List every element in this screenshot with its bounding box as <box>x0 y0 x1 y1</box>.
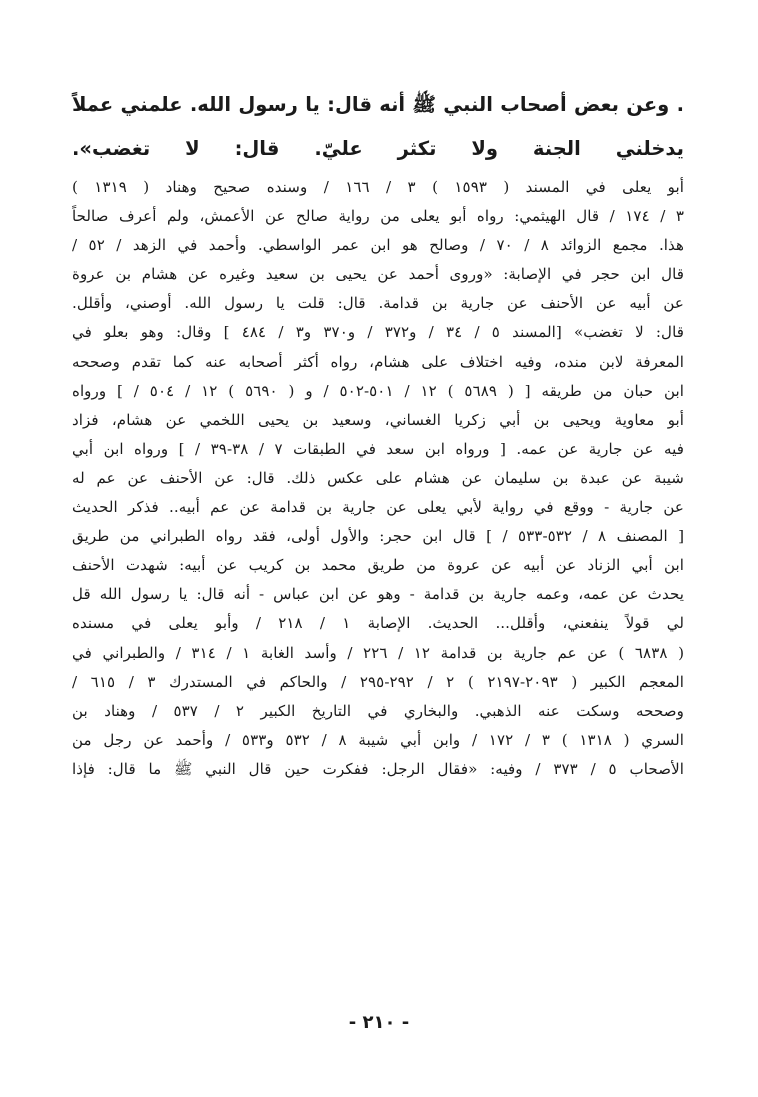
commentary-line: يحدث عن عمه، وعمه جارية بن قدامة - وهو عن ابن عباس - أنه قال: يا رسول الله قل <box>72 585 684 604</box>
commentary-text <box>72 173 684 784</box>
page-content <box>72 83 684 784</box>
commentary-line: فيه عن جارية عن عمه. [ ورواه ابن سعد في الطبقات ٧ / ٣٨-٣٩ / ] ورواه ابن أبي <box>72 439 684 458</box>
commentary-line: المعرفة لابن منده، وفيه اختلاف على هشام، رواه أكثر أصحابه عنه كما تقدم وصححه <box>72 352 684 371</box>
commentary-line: [ المصنف ٨ / ٥٣٢-٥٣٣ / ] قال ابن حجر: والأول أولى، فقد رواه الطبراني من طريق <box>72 527 684 546</box>
commentary-line: ابن حبان من طريقه [ ( ٥٦٨٩ ) ١٢ / ٥٠١-٥٠٢ / و ( ٥٦٩٠ ) ١٢ / ٥٠٤ / ] ورواه <box>72 381 684 400</box>
commentary-line: السري ( ١٣١٨ ) ٣ / ١٧٢ / وابن أبي شيبة ٨ / ٥٣٢ و٥٣٣ / وأحمد عن رجل من <box>72 730 684 749</box>
commentary-line: وصححه وسكت عنه الذهبي. والبخاري في التاريخ الكبير ٢ / ٥٣٧ / وهناد بن <box>72 701 684 720</box>
commentary-line: المعجم الكبير ( ٢٠٩٣-٢١٩٧ ) ٢ / ٢٩٢-٢٩٥ / والحاكم في المستدرك ٣ / ٦١٥ / <box>72 672 684 691</box>
hadith-text <box>72 83 684 171</box>
commentary-line: أبو معاوية ويحيى بن أبي زكريا الغساني، وسعيد بن يحيى اللخمي عن هشام، فزاد <box>72 410 684 429</box>
commentary-line: عن أبيه عن الأحنف عن جارية بن قدامة. قال: قلت يا رسول الله. أوصني، وأقلل. <box>72 294 684 313</box>
hadith-line: . وعن بعض أصحاب النبي ﷺ أنه قال: يا رسول الله. علمني عملاً <box>72 93 684 116</box>
commentary-line: هذا. مجمع الزوائد ٨ / ٧٠ / وصالح هو ابن عمر الواسطي. وأحمد في الزهد / ٥٢ / <box>72 236 684 255</box>
commentary-line: ابن أبي الزناد عن أبيه عن عروة من طريق محمد بن كريب عن أبيه: شهدت الأحنف <box>72 556 684 575</box>
hadith-line: يدخلني الجنة ولا تكثر عليّ. قال: لا تغضب». <box>72 137 684 160</box>
commentary-line: ( ٦٨٣٨ ) عن عم جارية بن قدامة ١٢ / ٢٢٦ / وأسد الغابة ١ / ٣١٤ / والطبراني في <box>72 643 684 662</box>
page-number: - ٢١٠ - <box>348 1012 410 1033</box>
commentary-line: لي قولاً ينفعني، وأقلل... الحديث. الإصابة ١ / ٢١٨ / وأبو يعلى في مسنده <box>72 614 684 633</box>
commentary-line: شيبة عن عبدة بن سليمان عن هشام على عكس ذلك. قال: عن الأحنف عن عم له <box>72 468 684 487</box>
commentary-line: الأصحاب ٥ / ٣٧٣ / وفيه: «فقال الرجل: ففكرت حين قال النبي ﷺ ما قال: فإذا <box>72 759 684 778</box>
commentary-line: قال: لا تغضب» [المسند ٥ / ٣٤ / و٣٧٢ / و٣٧٠ و٣ / ٤٨٤ ] وقال: وهو بعلو في <box>72 323 684 342</box>
commentary-line: قال ابن حجر في الإصابة: «وروى أحمد عن يحيى بن سعيد وغيره عن هشام بن عروة <box>72 265 684 284</box>
commentary-line: عن جارية - ووقع في رواية لأبي يعلى عن جارية بن قدامة عن عم أبيه.. فذكر الحديث <box>72 498 684 517</box>
commentary-line: ٣ / ١٧٤ / قال الهيثمي: رواه أبو يعلى من رواية صالح عن الأعمش، ولم أعرف صالحاً <box>72 207 684 226</box>
commentary-line: أبو يعلى في المسند ( ١٥٩٣ ) ٣ / ١٦٦ / وسنده صحيح وهناد ( ١٣١٩ ) <box>72 178 684 196</box>
